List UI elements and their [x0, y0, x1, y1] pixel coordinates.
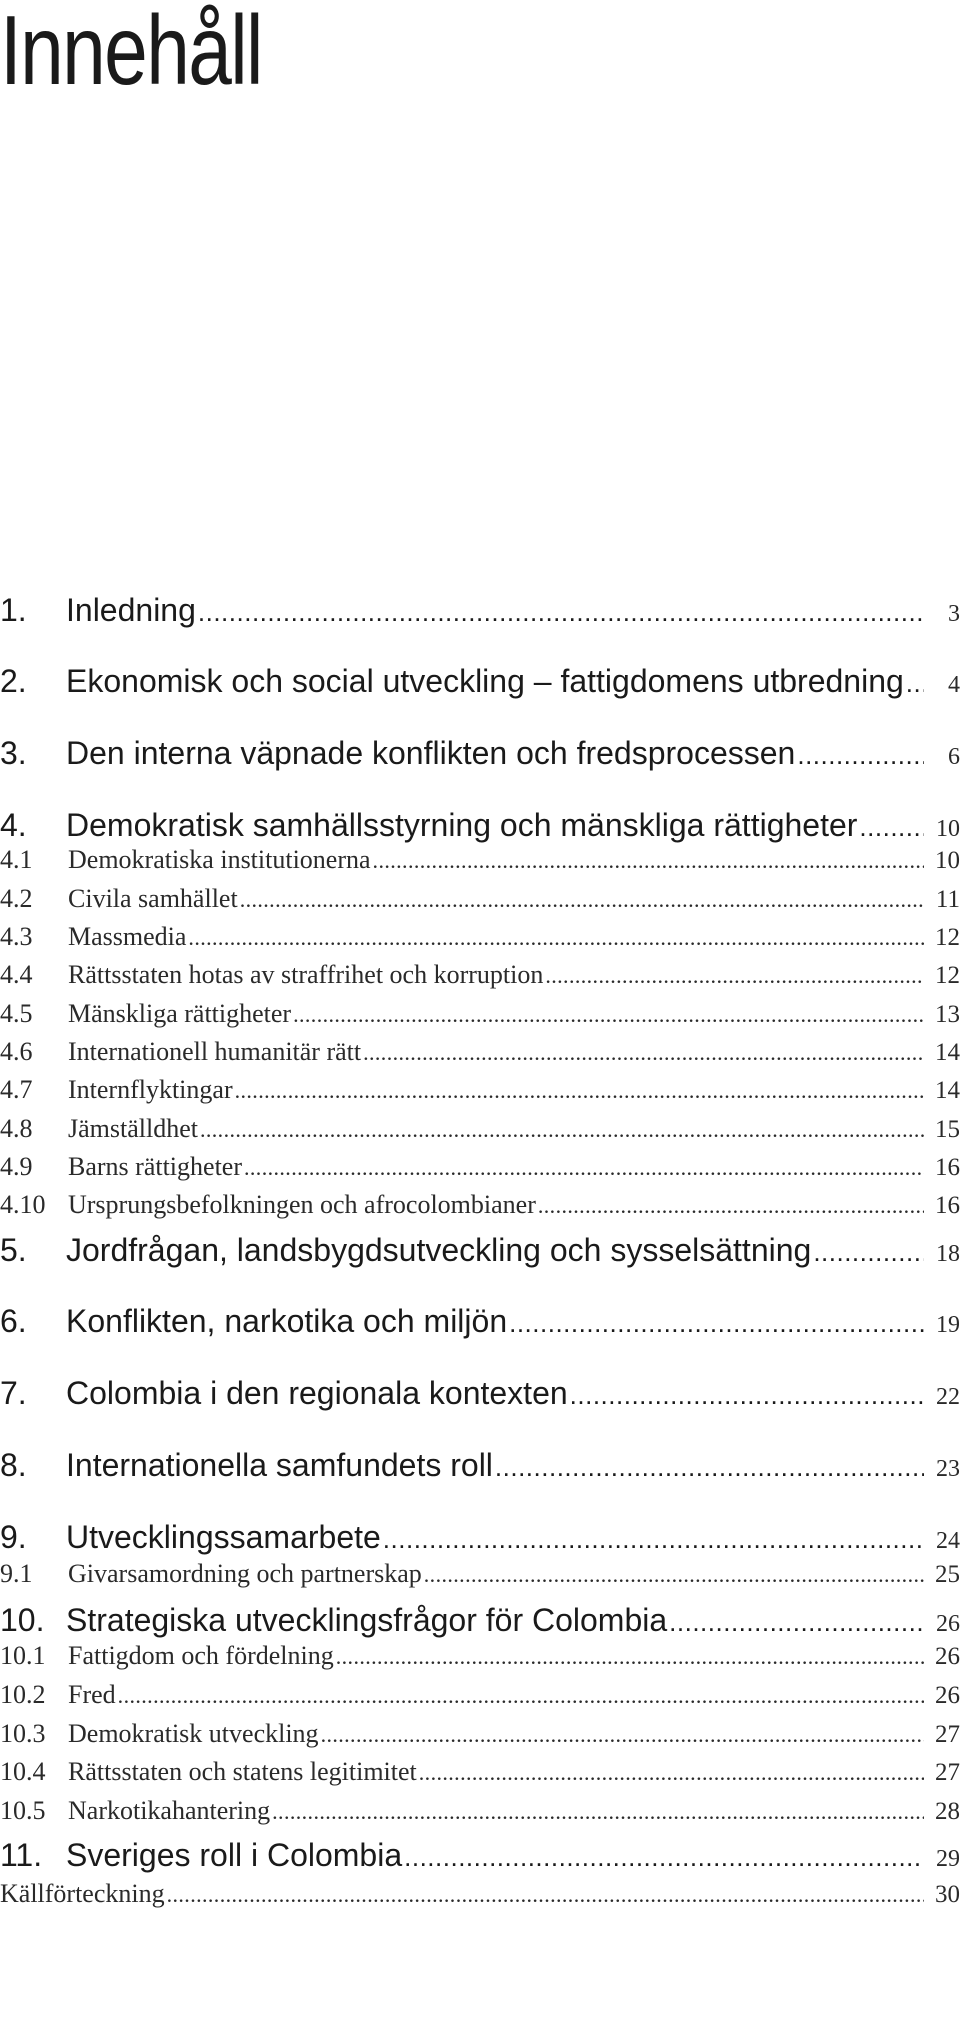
toc-entry-page: 26	[935, 1643, 960, 1670]
toc-entry-label: Strategiska utvecklingsfrågor för Colombia	[66, 1602, 668, 1638]
toc-entry-page: 30	[935, 1881, 960, 1908]
toc-entry-number: 6.	[0, 1303, 27, 1339]
toc-entry-leader	[570, 1380, 924, 1411]
toc-entry-leader	[235, 1078, 924, 1104]
toc-entry[interactable]	[0, 1641, 960, 1677]
toc-entry[interactable]	[0, 1837, 960, 1877]
toc-entry[interactable]	[0, 845, 960, 881]
toc-entry-leader	[859, 812, 924, 843]
toc-entry-leader	[404, 1842, 924, 1873]
toc-entry[interactable]	[0, 960, 960, 996]
toc-entry-page: 27	[935, 1759, 960, 1786]
toc-entry-leader	[321, 1722, 924, 1748]
toc-entry-label: Fred	[68, 1680, 116, 1709]
toc-entry-number: 5.	[0, 1232, 27, 1268]
toc-entry-label: Givarsamordning och partnerskap	[68, 1559, 422, 1588]
toc-entry-number: 2.	[0, 663, 27, 699]
toc-entry-label: Demokratisk utveckling	[68, 1719, 319, 1748]
toc-entry-label: Fattigdom och fördelning	[68, 1641, 334, 1670]
toc-entry-number: 1.	[0, 592, 27, 628]
toc-entry[interactable]	[0, 1719, 960, 1755]
toc-entry[interactable]	[0, 1519, 960, 1559]
toc-entry-leader	[495, 1452, 924, 1483]
toc-entry-leader	[118, 1683, 924, 1709]
toc-entry[interactable]	[0, 735, 960, 775]
toc-entry-leader	[797, 740, 924, 771]
toc-entry-number: 10.5	[0, 1796, 46, 1825]
toc-entry-number: 11.	[0, 1837, 43, 1873]
toc-entry-page: 14	[935, 1039, 960, 1066]
toc-entry-label: Narkotikahantering	[68, 1796, 271, 1825]
toc-entry-number: 10.	[0, 1602, 45, 1638]
toc-entry-label: Internflyktingar	[68, 1075, 233, 1104]
toc-entry[interactable]	[0, 807, 960, 847]
toc-entry[interactable]	[0, 1757, 960, 1793]
toc-entry-label: Ursprungsbefolkningen och afrocolombianer	[68, 1190, 536, 1219]
toc-entry-leader	[373, 848, 924, 874]
toc-entry[interactable]	[0, 1796, 960, 1832]
toc-entry-page: 6	[948, 744, 960, 770]
page-title: Innehåll	[0, 0, 262, 105]
toc-entry-label: Civila samhället	[68, 884, 238, 913]
toc-entry-leader	[538, 1193, 924, 1219]
toc-entry-page: 25	[935, 1561, 960, 1588]
toc-entry-page: 29	[936, 1846, 960, 1872]
toc-entry-label: Massmedia	[68, 922, 187, 951]
toc-entry-number: 10.4	[0, 1757, 46, 1786]
toc-entry-page: 3	[948, 601, 960, 627]
toc-entry-leader	[545, 963, 924, 989]
toc-entry[interactable]	[0, 1190, 960, 1226]
toc-entry-label: Demokratisk samhällsstyrning och mänskliga rättigheter	[66, 807, 858, 843]
toc-entry-page: 12	[935, 924, 960, 951]
toc-entry-label: Colombia i den regionala kontexten	[66, 1375, 568, 1411]
toc-entry[interactable]	[0, 922, 960, 958]
toc-entry-label: Jordfrågan, landsbygdsutveckling och sysselsättning	[66, 1232, 812, 1268]
toc-entry-leader	[906, 668, 924, 699]
toc-entry-leader	[419, 1760, 924, 1786]
toc-entry-label: Jämställdhet	[68, 1114, 198, 1143]
toc-entry-page: 23	[936, 1456, 960, 1482]
toc-entry-label: Barns rättigheter	[68, 1152, 242, 1181]
toc-entry[interactable]	[0, 663, 960, 703]
toc-entry-leader	[198, 597, 924, 628]
toc-entry-label: Sveriges roll i Colombia	[66, 1837, 403, 1873]
toc-entry-page: 26	[936, 1611, 960, 1637]
toc-entry[interactable]	[0, 1232, 960, 1272]
toc-entry-leader	[813, 1237, 924, 1268]
toc-entry-leader	[509, 1308, 924, 1339]
toc-entry[interactable]	[0, 884, 960, 920]
toc-entry[interactable]	[0, 1375, 960, 1415]
toc-entry-page: 27	[935, 1721, 960, 1748]
toc-entry-leader	[240, 887, 924, 913]
toc-entry-number: 4.	[0, 807, 27, 843]
toc-entry[interactable]	[0, 1602, 960, 1642]
toc-entry-page: 11	[935, 886, 960, 913]
toc-entry[interactable]	[0, 1303, 960, 1343]
toc-entry-number: 10.2	[0, 1680, 46, 1709]
toc-entry-number: 9.	[0, 1519, 27, 1555]
toc-entry-page: 10	[936, 816, 960, 842]
toc-entry-number: 10.1	[0, 1641, 46, 1670]
toc-entry[interactable]	[0, 592, 960, 632]
toc-entry-leader	[336, 1644, 924, 1670]
toc-entry-page: 4	[948, 672, 960, 698]
toc-entry-number: 4.9	[0, 1152, 33, 1181]
toc-entry-leader	[200, 1117, 924, 1143]
toc-entry-label: Ekonomisk och social utveckling – fattigdomens utbredning	[66, 663, 904, 699]
toc-entry-leader	[363, 1040, 924, 1066]
toc-entry[interactable]	[0, 1037, 960, 1073]
toc-entry-label: Rättsstaten och statens legitimitet	[68, 1757, 417, 1786]
toc-entry-label: Källförteckning	[0, 1879, 165, 1908]
toc-entry-number: 10.3	[0, 1719, 46, 1748]
toc-entry-page: 24	[936, 1528, 960, 1554]
toc-entry-leader	[669, 1607, 924, 1638]
toc-entry-leader	[188, 925, 924, 951]
toc-entry-number: 9.1	[0, 1559, 33, 1588]
toc-entry-leader	[244, 1155, 924, 1181]
toc-entry[interactable]	[0, 1114, 960, 1150]
toc-entry-page: 13	[935, 1001, 960, 1028]
toc-entry-label: Demokratiska institutionerna	[68, 845, 371, 874]
toc-entry-number: 7.	[0, 1375, 27, 1411]
toc-entry-page: 16	[935, 1192, 960, 1219]
toc-entry-leader	[383, 1524, 924, 1555]
toc-entry[interactable]	[0, 999, 960, 1035]
toc-entry-number: 4.10	[0, 1190, 46, 1219]
toc-entry-leader	[293, 1002, 924, 1028]
toc-entry[interactable]	[0, 1879, 960, 1915]
toc-entry-leader	[424, 1562, 924, 1588]
toc-entry-label: Internationell humanitär rätt	[68, 1037, 362, 1066]
toc-entry-page: 19	[936, 1312, 960, 1338]
toc-entry[interactable]	[0, 1447, 960, 1487]
toc-entry[interactable]	[0, 1559, 960, 1595]
toc-entry-number: 4.8	[0, 1114, 33, 1143]
toc-entry-page: 22	[936, 1384, 960, 1410]
toc-entry-page: 16	[935, 1154, 960, 1181]
toc-entry-number: 4.4	[0, 960, 33, 989]
toc-entry-number: 4.3	[0, 922, 33, 951]
toc-entry-page: 10	[935, 847, 960, 874]
toc-entry-page: 18	[936, 1241, 960, 1267]
toc-entry-page: 12	[935, 962, 960, 989]
toc-entry-label: Den interna väpnade konflikten och fredsprocessen	[66, 735, 796, 771]
toc-entry-label: Internationella samfundets roll	[66, 1447, 493, 1483]
toc-entry-number: 4.5	[0, 999, 33, 1028]
toc-entry[interactable]	[0, 1152, 960, 1188]
toc-entry[interactable]	[0, 1680, 960, 1716]
toc-entry-number: 3.	[0, 735, 27, 771]
toc-entry-number: 8.	[0, 1447, 27, 1483]
toc-entry-page: 15	[935, 1116, 960, 1143]
toc-entry-number: 4.6	[0, 1037, 33, 1066]
toc-entry-number: 4.1	[0, 845, 33, 874]
toc-entry-label: Mänskliga rättigheter	[68, 999, 292, 1028]
toc-entry-label: Utvecklingssamarbete	[66, 1519, 381, 1555]
toc-entry-label: Rättsstaten hotas av straffrihet och korruption	[68, 960, 544, 989]
toc-entry[interactable]	[0, 1075, 960, 1111]
toc-entry-label: Konflikten, narkotika och miljön	[66, 1303, 508, 1339]
toc-entry-page: 14	[935, 1077, 960, 1104]
toc-entry-leader	[167, 1882, 924, 1908]
toc-entry-page: 28	[935, 1798, 960, 1825]
toc-entry-number: 4.2	[0, 884, 33, 913]
toc-entry-leader	[272, 1799, 924, 1825]
toc-entry-label: Inledning	[66, 592, 196, 628]
toc-entry-number: 4.7	[0, 1075, 33, 1104]
toc-entry-page: 26	[935, 1682, 960, 1709]
